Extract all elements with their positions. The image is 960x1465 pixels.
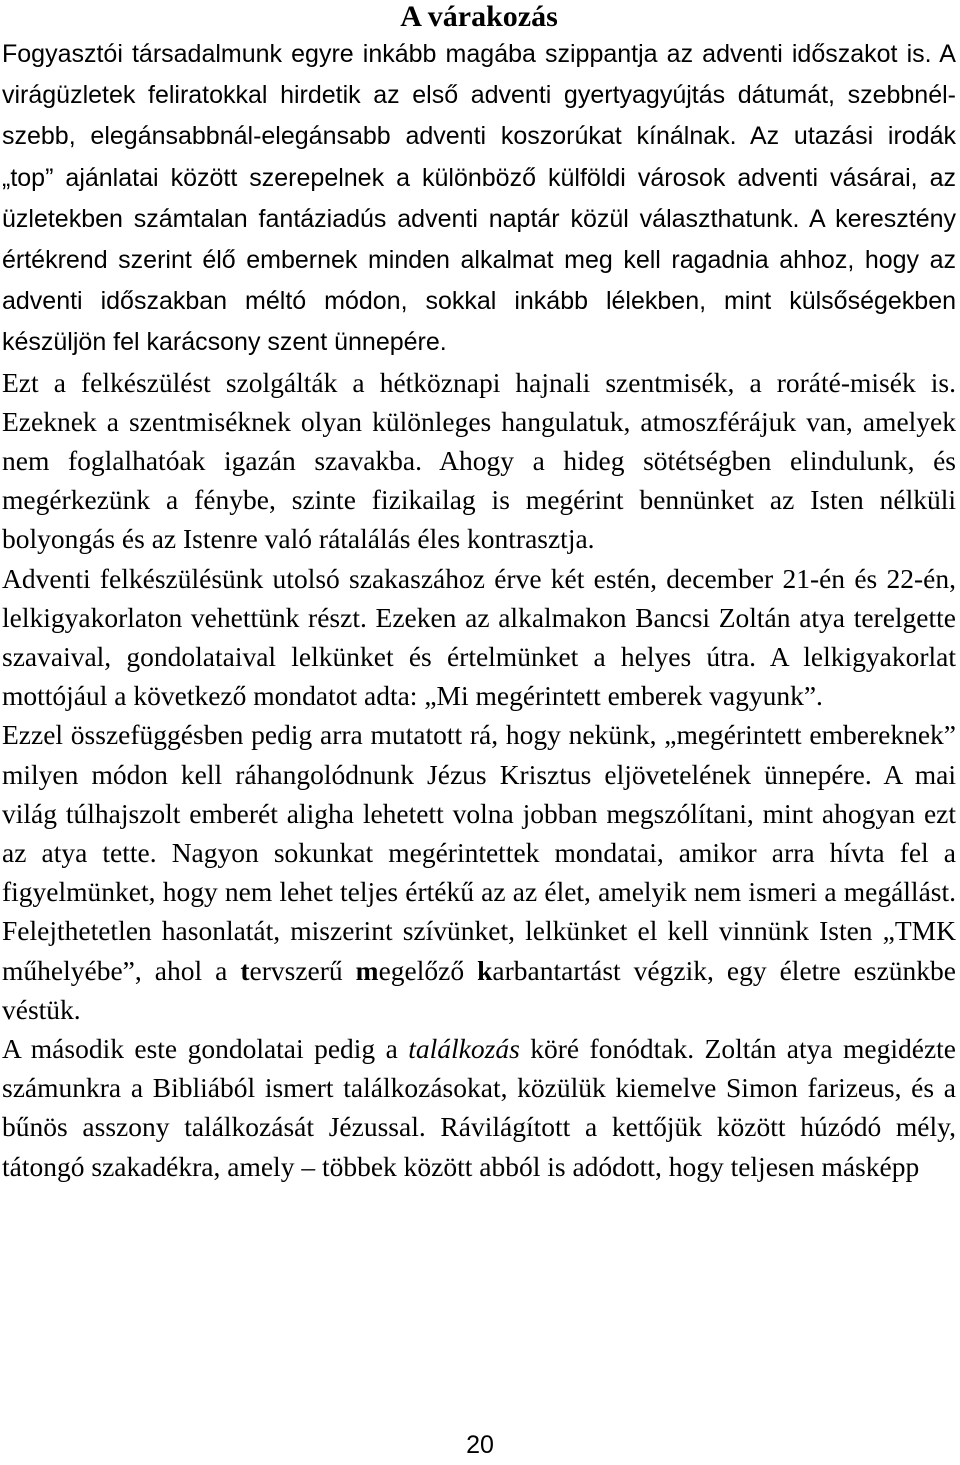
paragraph-text: Adventi felkészülésünk utolsó szakaszához érve két estén, december 21-én és 22-én, lelkigyakorlaton vehettünk részt. Ezeken az alkalmakon Bancsi Zoltán atya terelgette szavaival, gondolataival lelkünket és értelmünket a helyes útra. A lelkigyakorlat mottójául a következő mondatot adta: „Mi megérintett emberek vagyunk”. [2, 562, 956, 712]
paragraph-consumer-society [2, 33, 956, 363]
paragraph-text: A második este gondolatai pedig a [2, 1033, 409, 1065]
paragraph-retreat [2, 559, 956, 716]
paragraph-text: Ezt a felkészülést szolgálták a hétköznapi hajnali szentmisék, a roráté-misék is. Ezeknek a szentmiséknek olyan különleges hangulatuk, atmoszférájuk van, amelyek nem foglalhatóak igazán szavakba. Ahogy a hideg sötétségben elindulunk, és megérkezünk a fénybe, szinte fizikailag is megérint bennünket az Isten nélküli bolyongás és az Istenre való rátalálás éles kontrasztja. [2, 366, 956, 555]
acronym-letter-m: m [355, 954, 379, 986]
article-title: A várakozás [400, 0, 558, 33]
paragraph-text: ervszerű [249, 954, 356, 986]
paragraph-second-evening [2, 1029, 956, 1186]
paragraph-text: egelőző [378, 954, 478, 986]
emphasized-word: találkozás [408, 1033, 520, 1065]
paragraph-text: arbantartást végzik, egy életre eszünkbe véstük. [2, 954, 956, 1025]
paragraph-rorate-masses [2, 363, 956, 559]
acronym-letter-k: k [477, 954, 493, 986]
paragraph-text: köré fonódtak. Zoltán atya megidézte számunkra a Bibliából ismert találkozásokat, közülük kiemelve Simon farizeus, és a bűnös asszony találkozását Jézussal. Rávilágított a kettőjük között húzódó mély, tátongó szakadékra, amely – többek között abból is adódott, hogy teljesen másképp [2, 1033, 956, 1182]
document-page [2, 0, 956, 1186]
page-number: 20 [466, 1431, 494, 1459]
paragraph-text: Fogyasztói társadalmunk egyre inkább magába szippantja az adventi időszakot is. A virágüzletek feliratokkal hirdetik az első adventi gyertyagyújtás dátumát, szebbnél-szebb, elegánsabbnál-elegánsabb adventi koszorúkat kínálnak. Az utazási irodák „top” ajánlatai között szerepelnek a különböző külföldi városok adventi vásárai, az üzletekben számtalan fantáziadús adventi naptár közül választhatunk. A keresztény értékrend szerint élő embernek minden alkalmat meg kell ragadnia ahhoz, hogy az adventi időszakban méltó módon, sokkal inkább lélekben, mint külsőségekben készüljön fel karácsony szent ünnepére. [2, 40, 956, 357]
paragraph-touched-people [2, 715, 956, 1029]
paragraph-text: Ezzel összefüggésben pedig arra mutatott rá, hogy nekünk, „megérintett embereknek” milyen módon kell ráhangolódnunk Jézus Krisztus eljövetelének ünnepére. A mai világ túlhajszolt emberét aligha lehetett volna jobban megszólítani, mint ahogyan ezt az atya tette. Nagyon sokunkat megérintettek mondatai, amikor arra hívta fel a figyelmünket, hogy nem lehet teljes értékű az az élet, amelyik nem ismeri a megállást. Felejthetetlen hasonlatát, miszerint szívünket, lelkünket el kell vinnünk Isten „TMK műhelyébe”, ahol a [2, 719, 956, 986]
acronym-letter-t: t [240, 954, 250, 986]
